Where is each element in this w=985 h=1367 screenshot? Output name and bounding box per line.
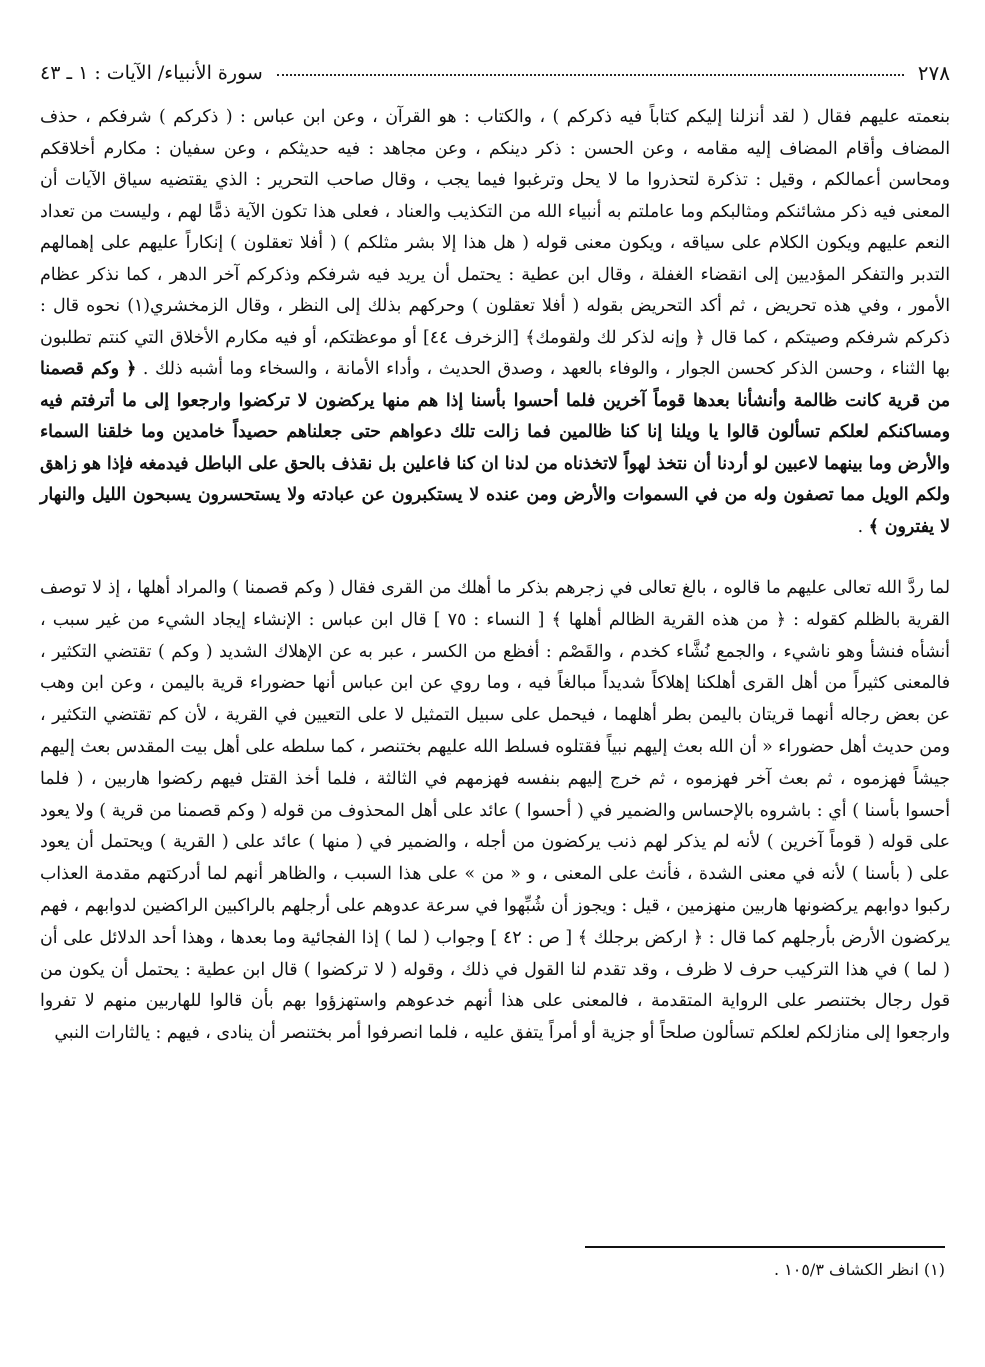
page: [40, 56, 950, 1050]
footnote-rule: [585, 1246, 945, 1248]
quran-verse: ﴿ وكم قصمنا من قرية كانت ظالمة وأنشأنا بعدها قوماً آخرين فلما أحسوا بأسنا إذا هم منها يركضون لا تركضوا وارجعوا إلى ما أترفتم فيه ومساكنكم لعلكم تسألون قالوا يا ويلنا إنا كنا ظالمين فما زالت تلك دعواهم حتى جعلناهم حصيداً خامدين وما خلقنا السماء والأرض وما بينهما لاعبين لو أردنا أن نتخذ لهواً لاتخذناه من لدنا ان كنا فاعلين بل نقذف بالحق على الباطل فيدمغه فإذا هو زاهق ولكم الويل مما تصفون وله من في السموات والأرض ومن عنده لا يستكبرون عن عبادته ولا يستحسرون يسبحون الليل والنهار لا يفترون ﴾: [40, 359, 950, 537]
commentary-paragraph: [40, 102, 950, 543]
running-title: سورة الأنبياء/ الآيات : ١ ـ ٤٣: [40, 62, 263, 84]
running-header: [40, 56, 950, 90]
commentary-text: بنعمته عليهم فقال ( لقد أنزلنا إليكم كتاباً فيه ذكركم ) ، والكتاب : هو القرآن ، وعن ابن عباس : ( ذكركم ) شرفكم ، حذف المضاف وأقام المضاف إليه مقامه ، وعن الحسن : ذكر دينكم ، وعن مجاهد : فيه حديثكم ، وعن سفيان : مكارم أخلاقكم ومحاسن أعمالكم ، وقيل : تذكرة لتحذروا ما لا يحل وترغبوا فيما يجب ، وقال صاحب التحرير : الذي يقتضيه سياق الآيات أن المعنى فيه ذكر مشائنكم ومثالبكم وما عاملتم به أنبياء الله من التكذيب والعناد ، فعلى هذا تكون الآية ذمًّا لهم ، وليست من تعداد النعم عليهم ويكون الكلام على سياقه ، ويكون معنى قوله ( هل هذا إلا بشر مثلكم ) ( أفلا تعقلون ) إنكاراً عليهم على إهمالهم التدبر والتفكر المؤديين إلى انقضاء الغفلة ، وقال ابن عطية : يحتمل أن يريد فيه شرفكم وذكركم آخر الدهر ، كما نذكر عظام الأمور ، وفي هذه تحريض ، ثم أكد التحريض بقوله ( أفلا تعقلون ) وحركهم بذلك إلى النظر ، وقال الزمخشري(١) نحوه قال : ذكركم شرفكم وصيتكم ، كما قال ﴿ وإنه لذكر لك ولقومك﴾ [الزخرف ٤٤] أو موعظتكم، أو فيه مكارم الأخلاق التي كنتم تطلبون بها الثناء ، وحسن الذكر كحسن الجوار ، والوفاء بالعهد ، وصدق الحديث ، وأداء الأمانة ، والسخاء وما أشبه ذلك .: [40, 107, 951, 379]
verse-end: .: [857, 516, 869, 537]
page-number: ٢٧٨: [917, 61, 950, 85]
footnote: (١) انظر الكشاف ١٠٥/٣ .: [773, 1260, 945, 1279]
header-dot-leader: [277, 74, 904, 76]
tafsir-paragraph: لما ردَّ الله تعالى عليهم ما قالوه ، بالغ تعالى في زجرهم بذكر ما أهلك من القرى فقال ( وكم قصمنا ) والمراد أهلها ، إذ لا توصف القرية بالظلم كقوله : ﴿ من هذه القرية الظالم أهلها ﴾ [ النساء : ٧٥ ] قال ابن عباس : الإنشاء إيجاد الشيء من غير سبب ، أنشأه فنشأ وهو ناشيء ، والجمع نُشَّاء كخدم ، والقَصْم : أفظع من الكسر ، عبر به عن الإهلاك الشديد ( وكم ) تقتضي التكثير ، فالمعنى كثيراً من أهل القرى أهلكنا إهلاكاً شديداً مبالغاً فيه ، وما روي عن ابن عباس أنها حضوراء قرية باليمن ، وعن ابن وهب عن بعض رجاله أنهما قريتان باليمن بطر أهلهما ، فيحمل على سبيل التمثيل لا على التعيين في القرية ، لأن كم تقتضي التكثير ، ومن حديث أهل حضوراء « أن الله بعث إليهم نبياً فقتلوه فسلط الله عليهم بختنصر ، كما سلطه على أهل بيت المقدس بعث إليهم جيشاً فهزموه ، ثم بعث آخر فهزموه ، ثم خرج إليهم بنفسه فهزمهم في الثالثة ، فلما أخذ القتل فيهم ركضوا هاربين ، ( فلما أحسوا بأسنا ) أي : باشروه بالإحساس والضمير في ( أحسوا ) عائد على أهل المحذوف من قوله ( وكم قصمنا من قرية ) ولا يعود على قوله ( قوماً آخرين ) لأنه لم يذكر لهم ذنب يركضون من أجله ، والضمير في ( منها ) عائد على ( القرية ) ويحتمل أن يعود على ( بأسنا ) لأنه في معنى الشدة ، فأنث على المعنى ، و « من » على هذا السبب ، والظاهر أنهم لما أدركتهم مقدمة العذاب ركبوا دوابهم يركضونها هاربين منهزمين ، قيل : ويجوز أن شُبِّهوا في سرعة عدوهم على أرجلهم بالراكبين الراكضين لدوابهم ، فهم يركضون الأرض بأرجلهم كما قال : ﴿ اركض برجلك ﴾ [ ص : ٤٢ ] وجواب ( لما ) إذا الفجائية وما بعدها ، وهذا أحد الدلائل على أن ( لما ) في هذا التركيب حرف لا ظرف ، وقد تقدم لنا القول في ذلك ، وقوله ( لا تركضوا ) قال ابن عطية : يحتمل أن يكون من قول رجال بختنصر على الرواية المتقدمة ، فالمعنى على هذا أنهم خدعوهم واستهزؤوا بهم بأن قالوا للهاربين منهم لا تفروا وارجعوا إلى منازلكم لعلكم تسألون صلحاً أو جزية أو أمراً يتفق عليه ، فلما انصرفوا أمر بختنصر أن ينادى ، فيهم : يالثارات النبي: [40, 578, 951, 1044]
